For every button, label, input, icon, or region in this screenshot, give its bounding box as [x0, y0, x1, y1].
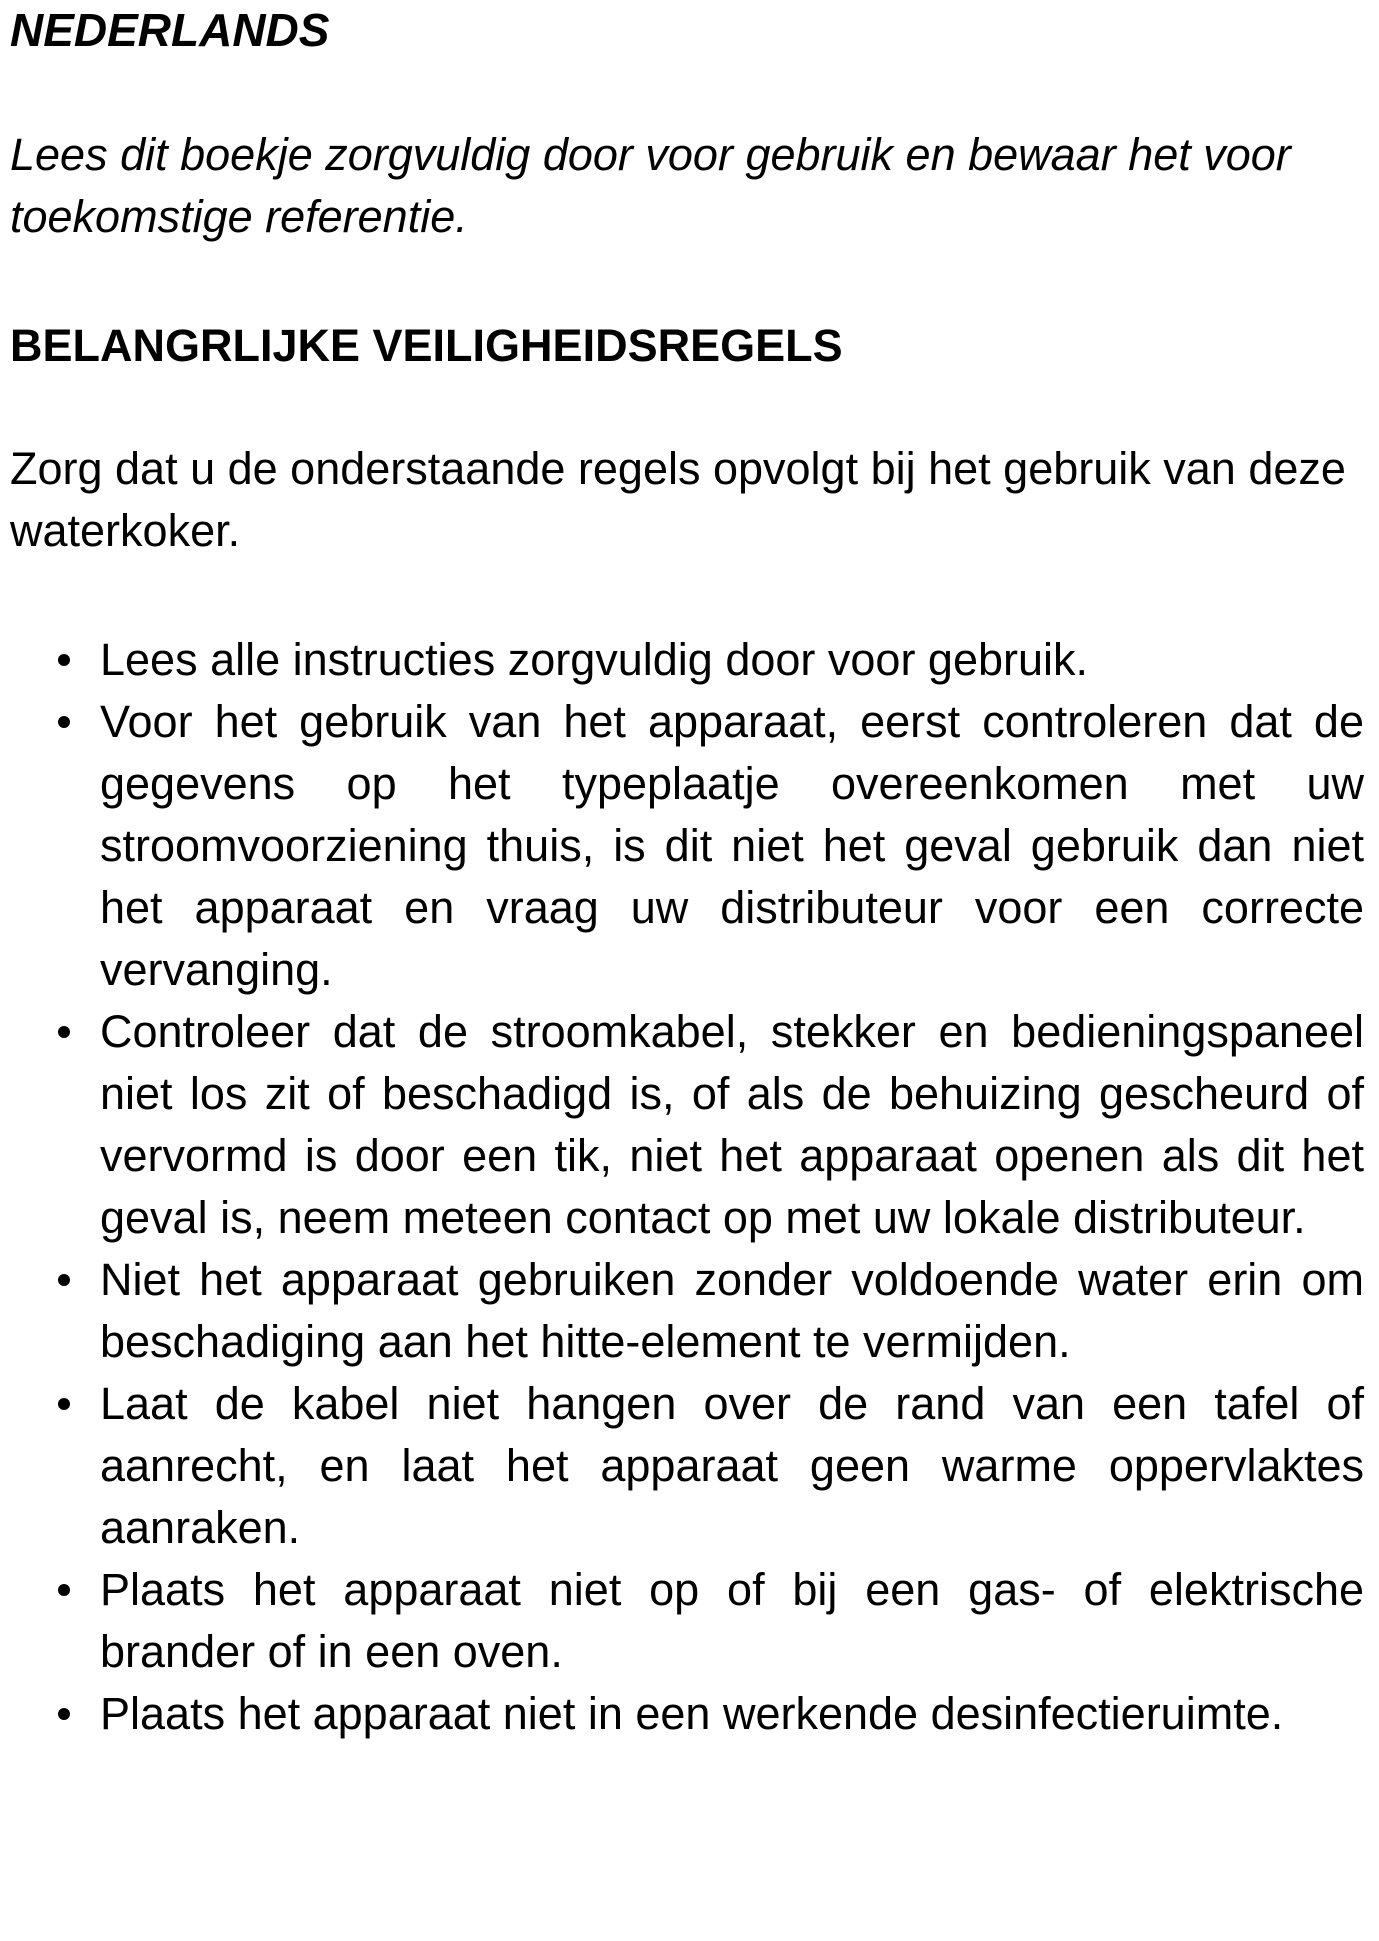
- bullet-icon: [58, 654, 70, 666]
- list-item-text: Niet het apparaat gebruiken zonder voldoende water erin om beschadiging aan het hitte-element te vermijden.: [100, 1254, 1364, 1367]
- list-item: [10, 1249, 1370, 1373]
- list-item: [10, 1559, 1370, 1683]
- list-item-text: Laat de kabel niet hangen over de rand van een tafel of aanrecht, en laat het apparaat geen warme oppervlaktes aanraken.: [100, 1378, 1364, 1553]
- lead-paragraph: Zorg dat u de onderstaande regels opvolgt bij het gebruik van deze waterkoker.: [10, 443, 1346, 556]
- list-item-text: Voor het gebruik van het apparaat, eerst controleren dat de gegevens op het typeplaatje overeenkomen met uw stroomvoorziening thuis, is dit niet het geval gebruik dan niet het apparaat en vraag uw distributeur voor een correcte vervanging.: [100, 696, 1364, 995]
- safety-rules-heading: BELANGRLIJKE VEILIGHEIDSREGELS: [10, 320, 843, 371]
- list-item: [10, 1373, 1370, 1559]
- list-item-text: Plaats het apparaat niet in een werkende desinfectieruimte.: [100, 1688, 1284, 1739]
- bullet-icon: [58, 1584, 70, 1596]
- bullet-icon: [58, 1274, 70, 1286]
- bullet-icon: [58, 1398, 70, 1410]
- language-heading: NEDERLANDS: [10, 4, 330, 56]
- list-item: [10, 629, 1370, 691]
- bullet-icon: [58, 1708, 70, 1720]
- list-item: [10, 691, 1370, 1001]
- list-item: [10, 1683, 1370, 1745]
- bullet-icon: [58, 716, 70, 728]
- intro-paragraph: Lees dit boekje zorgvuldig door voor gebruik en bewaar het voor toekomstige referentie.: [10, 129, 1291, 242]
- list-item-text: Lees alle instructies zorgvuldig door voor gebruik.: [100, 634, 1089, 685]
- safety-rules-list: [10, 629, 1370, 1745]
- list-item: [10, 1001, 1370, 1249]
- bullet-icon: [58, 1026, 70, 1038]
- list-item-text: Plaats het apparaat niet op of bij een gas- of elektrische brander of in een oven.: [100, 1564, 1364, 1677]
- list-item-text: Controleer dat de stroomkabel, stekker en bedieningspaneel niet los zit of beschadigd is, of als de behuizing gescheurd of vervormd is door een tik, niet het apparaat openen als dit het geval is, neem meteen contact op met uw lokale distributeur.: [100, 1006, 1364, 1243]
